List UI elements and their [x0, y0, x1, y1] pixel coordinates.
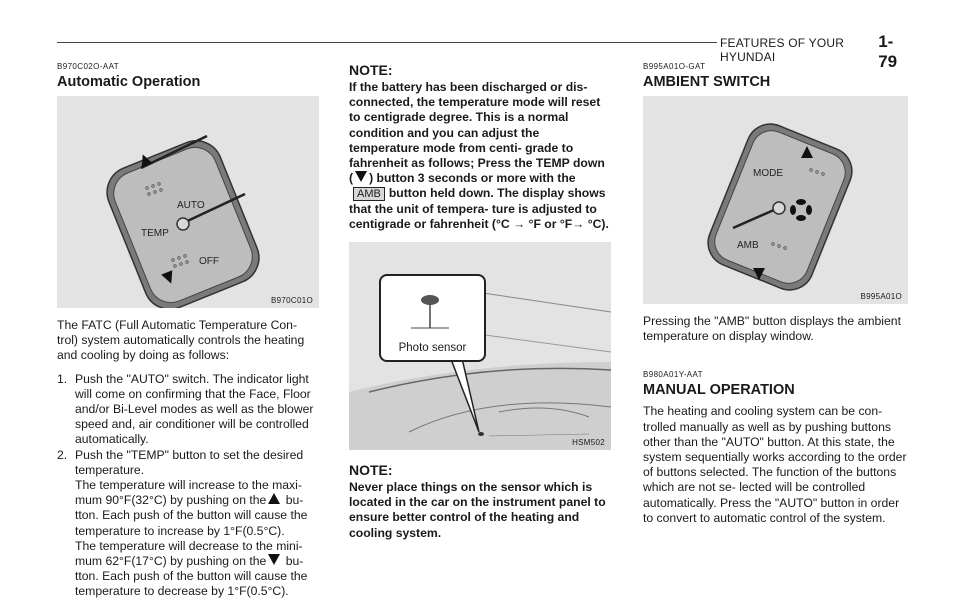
figure-auto-label: AUTO: [177, 200, 205, 211]
note-text-a: If the battery has been discharged or dis- connected, the temperature mode will reset to centigrade degree. This is a normal condition and you can adjust the temperature mode from centi- grade to fahrenheit as follows; Press the TEMP down (: [349, 80, 605, 186]
figure-auto-temp-switch: [57, 96, 319, 308]
figure-mode-label: MODE: [753, 168, 783, 179]
figure-amb-label: AMB: [737, 240, 759, 251]
note-sensor: [349, 462, 611, 541]
step-lead: Push the "TEMP" button to set the desired temperature.: [75, 447, 304, 477]
manual-paragraph: The heating and cooling system can be con- trolled manually as well as by pushing buttons other than the "AUTO" button. At this state, the system sequentially works according to the order of buttons selected. The function of the buttons which are not se- lected will be controlled automatically. Press the "AUTO" button in order to convert to automatic control of the system.: [643, 404, 907, 525]
step-decrease-text: The temperature will decrease to the mini- mum 62°F(17°C) by pushing on the: [75, 538, 303, 569]
sensor-icon: [381, 276, 484, 336]
section-heading: AMBIENT SWITCH: [643, 74, 771, 90]
callout-label: Photo sensor: [398, 342, 467, 355]
down-triangle-icon: [268, 554, 280, 565]
section-heading: Automatic Operation: [57, 74, 201, 90]
page-number: 1- 79: [878, 32, 898, 71]
note-title: NOTE:: [349, 462, 393, 479]
step-number: 1.: [57, 371, 68, 386]
figure-off-label: OFF: [199, 256, 219, 267]
steps-list: [57, 372, 319, 600]
ambient-paragraph: Pressing the "AMB" button displays the ambient temperature on display window.: [643, 314, 901, 344]
sensor-callout: [379, 274, 486, 362]
auto-temp-switch-illustration: [57, 96, 319, 308]
figure-id: B970C01O: [271, 296, 313, 305]
figure-id: HSM502: [572, 438, 605, 448]
step-decrease-text-end: bu- tton. Each push of the button will cause the temperature to decrease by 1°F(0.5°C).: [75, 554, 308, 599]
section-code: B970C02O-AAT: [57, 62, 120, 71]
note-battery: [349, 62, 611, 232]
intro-paragraph: The FATC (Full Automatic Temperature Con- trol) system automatically controls the heating and cooling by doing as follows:: [57, 318, 305, 363]
ambient-switch-illustration: [643, 96, 908, 304]
down-triangle-icon: [355, 171, 367, 182]
step-body: [75, 448, 319, 600]
header-rule: [57, 42, 717, 43]
section-code: B995A01O-GAT: [643, 62, 706, 71]
step-increase-text: The temperature will increase to the maxi- mum 90°F(32°C) by pushing on the: [75, 478, 302, 508]
step-number: 2.: [57, 447, 68, 462]
step-text: Push the "AUTO" switch. The indicator light will come on confirming that the Face, Floor and/or Bi-Level modes as well as the blower speed and, air conditioner will be controlled automatically.: [75, 371, 314, 447]
step-increase-text-end: bu- tton. Each push of the button will cause the temperature to increase by 1°F(0.5°C).: [75, 493, 308, 538]
figure-temp-label: TEMP: [141, 228, 169, 239]
section-heading: MANUAL OPERATION: [643, 382, 795, 399]
column-notes: [349, 62, 611, 541]
column-automatic-operation: [57, 62, 319, 600]
header-title: FEATURES OF YOUR HYUNDAI: [720, 36, 845, 64]
amb-button-glyph: AMB: [353, 187, 385, 201]
figure-ambient-switch: [643, 96, 908, 304]
up-triangle-icon: [268, 493, 280, 504]
note-text-b: ) button 3 seconds or more with the: [369, 171, 576, 186]
figure-photo-sensor: [349, 242, 611, 450]
section-code: B980A01Y-AAT: [643, 370, 703, 380]
list-item: [57, 372, 319, 448]
note-text-c: button held down. The display shows that the unit of tempera- ture is adjusted to centigrade or fahrenheit (°C → °F or °F→ °C).: [349, 186, 609, 231]
column-ambient-manual: [643, 62, 908, 526]
figure-id: B995A01O: [860, 292, 902, 301]
note-body: [349, 80, 611, 232]
list-item: [57, 448, 319, 600]
note-title: NOTE:: [349, 62, 393, 78]
note-body: Never place things on the sensor which is located in the car on the instrument panel to ensure better control of the heating and cooling system.: [349, 480, 606, 540]
